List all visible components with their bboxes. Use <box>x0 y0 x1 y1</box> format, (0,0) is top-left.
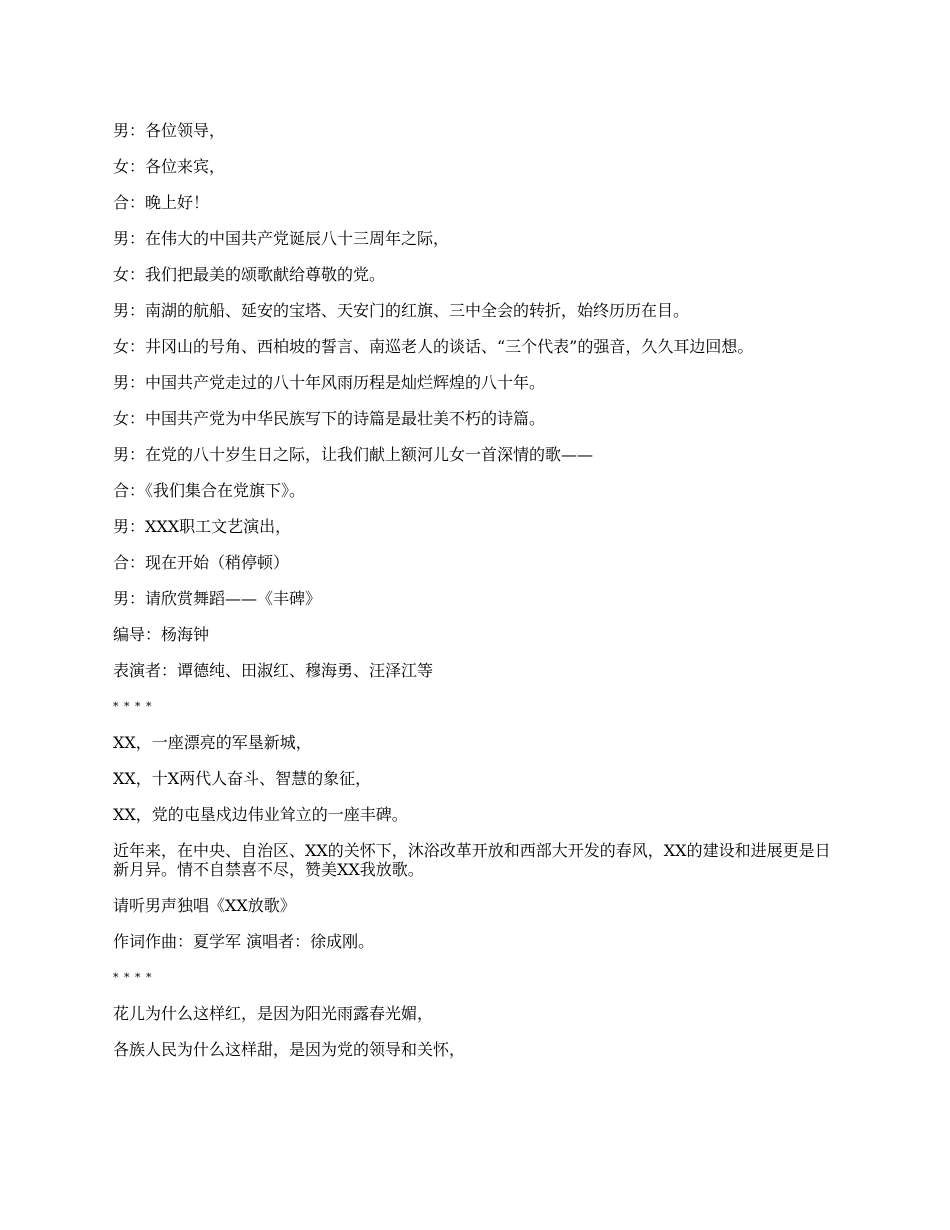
paragraph: 女：中国共产党为中华民族写下的诗篇是最壮美不朽的诗篇。 <box>113 409 546 428</box>
paragraph: 请听男声独唱《XX放歌》 <box>113 896 296 915</box>
paragraph: 男：请欣赏舞蹈——《丰碑》 <box>113 589 322 608</box>
paragraph: XX，党的屯垦戍边伟业耸立的一座丰碑。 <box>113 805 408 824</box>
paragraph: 男：在伟大的中国共产党诞辰八十三周年之际， <box>113 229 450 248</box>
paragraph: 男：XXX职工文艺演出， <box>113 517 292 536</box>
section-divider: * * * * <box>113 971 153 984</box>
paragraph: XX，一座漂亮的军垦新城， <box>113 733 312 752</box>
paragraph: 男：中国共产党走过的八十年风雨历程是灿烂辉煌的八十年。 <box>113 373 546 392</box>
paragraph: 作词作曲：夏学军 演唱者：徐成刚。 <box>113 932 375 951</box>
paragraph: 合：《我们集合在党旗下》。 <box>113 481 306 500</box>
paragraph: 表演者：谭德纯、田淑红、穆海勇、汪泽江等 <box>113 661 434 680</box>
paragraph: 合：晚上好！ <box>113 193 210 212</box>
paragraph: 合：现在开始（稍停顿） <box>113 553 290 572</box>
paragraph: 女：各位来宾， <box>113 157 226 176</box>
paragraph: 女：井冈山的号角、西柏坡的誓言、南巡老人的谈话、“三个代表”的强音，久久耳边回想。 <box>113 337 754 356</box>
paragraph: 各族人民为什么这样甜，是因为党的领导和关怀， <box>113 1040 466 1059</box>
document-body <box>113 121 838 1076</box>
paragraph: 男：在党的八十岁生日之际，让我们献上额河儿女一首深情的歌—— <box>113 445 594 464</box>
section-divider: * * * * <box>113 700 153 713</box>
paragraph: 男：各位领导， <box>113 121 226 140</box>
paragraph: XX，十X两代人奋斗、智慧的象征， <box>113 769 372 788</box>
paragraph: 男：南湖的航船、延安的宝塔、天安门的红旗、三中全会的转折，始终历历在目。 <box>113 301 690 320</box>
paragraph: 花儿为什么这样红，是因为阳光雨露春光媚， <box>113 1004 434 1023</box>
paragraph: 近年来，在中央、自治区、XX的关怀下，沐浴改革开放和西部大开发的春风，XX的建设和进展更是日新月异。情不自禁喜不尽，赞美XX我放歌。 <box>113 841 831 879</box>
paragraph: 女：我们把最美的颂歌献给尊敬的党。 <box>113 265 386 284</box>
paragraph: 编导：杨海钟 <box>113 625 210 644</box>
